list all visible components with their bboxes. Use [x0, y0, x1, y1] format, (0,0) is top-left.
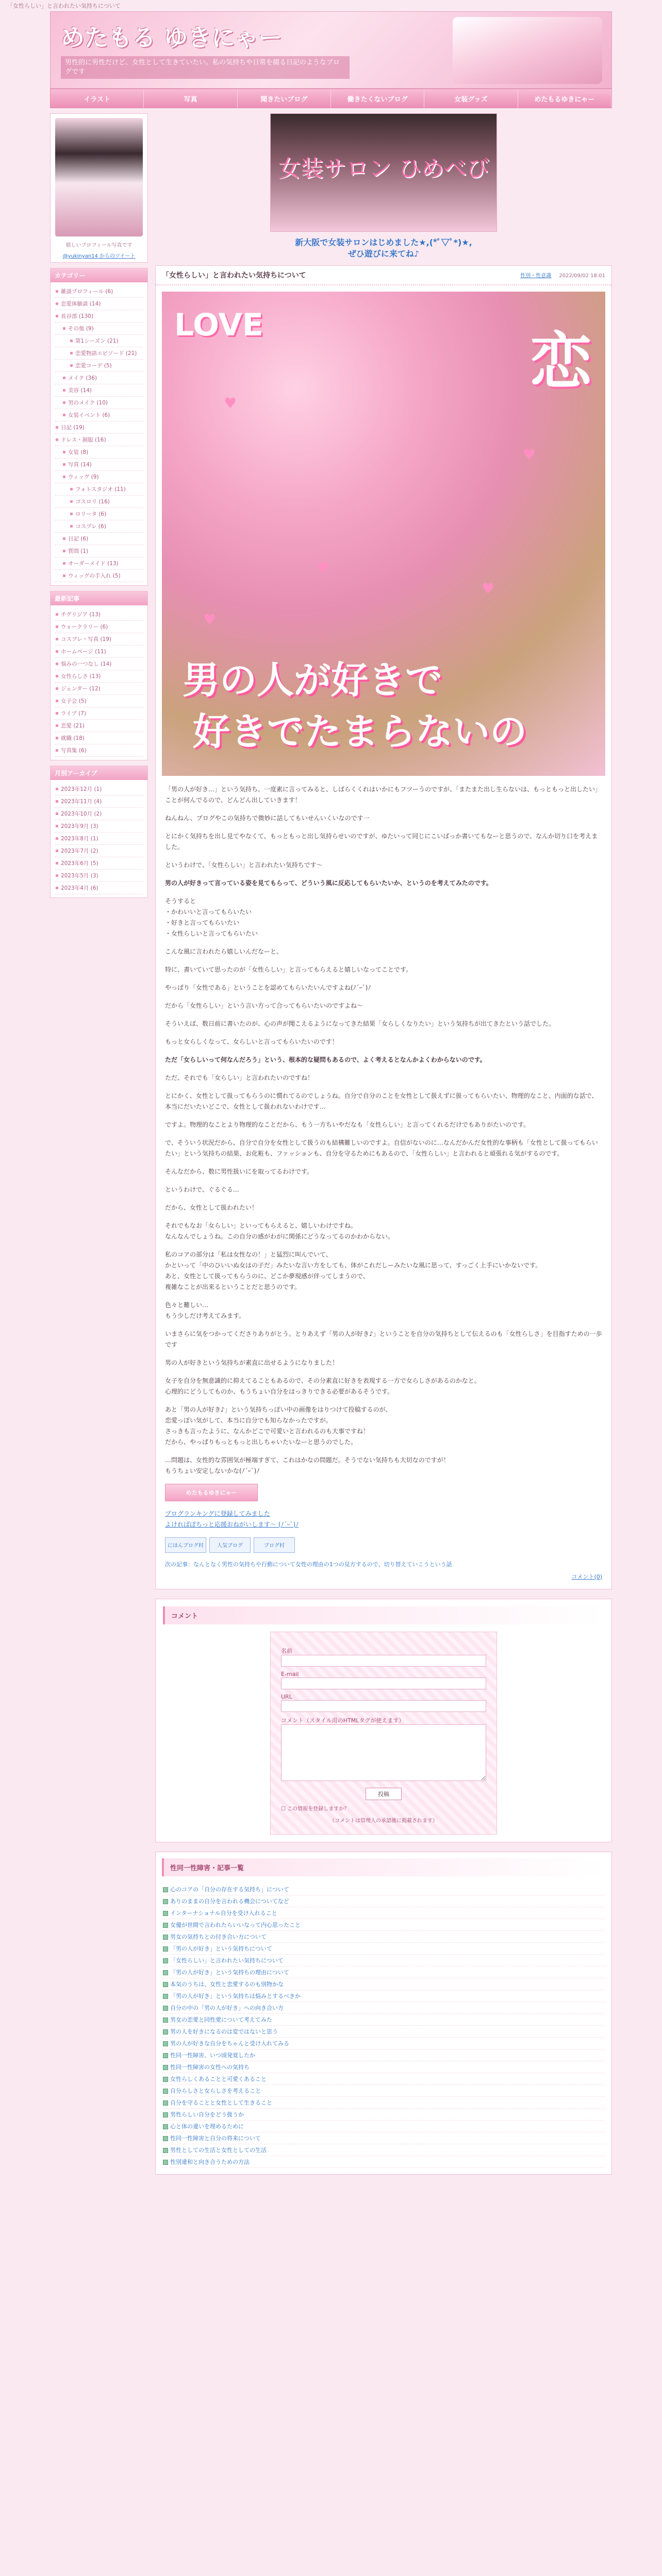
nav-item[interactable]: めたもるゆきにゃー — [518, 89, 611, 108]
sidebar-box — [50, 766, 148, 898]
sidebar-link[interactable]: ドレス・制服 (16) — [55, 434, 143, 446]
article-paragraph: ねんねん、プログやこの気持ちで微妙に話してもいせんいくいなのです一 — [165, 814, 370, 822]
article-paragraph: ただ「女らしいって何なんだろう」という、根本的な疑問もあるので、よく考えるとなんかよくわからないのです。 — [165, 1056, 486, 1063]
related-article-link[interactable]: 性同一性障害、いつ頃発覚したか — [162, 2049, 605, 2061]
comment-textarea[interactable] — [281, 1724, 486, 1781]
sidebar-link[interactable]: ゴスロリ (16) — [55, 496, 143, 508]
email-label: E-mail — [281, 1670, 299, 1677]
comment-label: コメント（スタイル用のHTMLタグが使えます） — [281, 1717, 405, 1724]
sidebar-link[interactable]: コスプレ (6) — [55, 520, 143, 533]
comment-section — [155, 1599, 612, 1842]
sidebar-link[interactable]: チグリジア (13) — [55, 608, 143, 621]
sidebar-link[interactable]: 就職 (18) — [55, 732, 143, 744]
salon-banner[interactable] — [270, 113, 497, 232]
sidebar — [50, 113, 148, 2175]
article-paragraph: だから、女性として扱われたい！ — [165, 1204, 258, 1211]
article-meta — [520, 271, 605, 279]
sidebar-link[interactable]: 美容 (14) — [55, 384, 143, 397]
sidebar-box — [50, 591, 148, 760]
article-title[interactable]: 「女性らしい」と言われたい気持ちについて — [162, 271, 306, 280]
profile-box — [50, 113, 148, 263]
image-love-text: LOVE — [174, 307, 263, 343]
article-paragraph: 男の人が好きって言っている姿を見てもらって、どういう風に反応してもらいたいか、というのを考えてみたのです。 — [165, 879, 492, 887]
related-heading: 性同一性障害・記事一覧 — [162, 1858, 605, 1876]
sidebar-link[interactable]: 女装イベント (6) — [55, 409, 143, 421]
sidebar-link[interactable]: 雑談プロフィール (6) — [55, 285, 143, 298]
related-article-link[interactable]: 心と体の違いを埋めるために — [162, 2121, 605, 2132]
sidebar-link[interactable]: 恋愛物語エピソード (21) — [55, 347, 143, 360]
related-article-link[interactable]: 自分を守ることと女性として生きること — [162, 2097, 605, 2109]
heart-icon: ♥ — [523, 446, 536, 463]
article-paragraph: 特に、書いていて思ったのが「女性らしい」と言ってもらえると嬉しいなってことです。 — [165, 965, 412, 973]
image-line1: 男の人が好きで — [183, 658, 443, 702]
sidebar-box-title: 最新記事 — [51, 591, 147, 605]
ranking-button[interactable]: にほんブログ村 — [165, 1537, 206, 1553]
layout — [50, 113, 612, 2175]
sidebar-link[interactable]: メイク (36) — [55, 372, 143, 384]
sidebar-link[interactable]: ジェンダー (12) — [55, 683, 143, 695]
sidebar-list — [55, 783, 143, 894]
related-article-link[interactable]: インターナショナル自分を受け入れること — [162, 1907, 605, 1919]
twitter-link[interactable]: @yukinyan14 からのツイート — [62, 253, 136, 259]
sidebar-link[interactable]: 女装 (8) — [55, 446, 143, 459]
sidebar-link[interactable]: ホームページ (11) — [55, 646, 143, 658]
article-paragraph: そうすると ・かわいいと言ってもらいたい ・好きと言ってもらいたい ・女性らしいと言ってもらいたい — [165, 897, 258, 937]
article-category[interactable]: 性別・性意識 — [520, 273, 552, 279]
site-subtitle: 男性的に男性だけど、女性として生きていたい。私の気持ちや日常を綴る日記のようなブログです — [61, 56, 350, 79]
next-article-link[interactable]: 次の記事：なんとなく男性の気持ちや行動について女性の理由の1つの見方するので、切り替えていこうという話 — [165, 1561, 452, 1568]
article-paragraph: 男の人が好きという気持ちが素直に出せるようになりました！ — [165, 1359, 339, 1366]
article-paragraph: あと「男の人が好き♪」という気持ちっぽい中の画像をはりつけて投稿するのが、 恋愛っぽい気がして、本当に自分でも知らなかったですが。 さっきも言ったように、なんかどこで可愛いと言われるのも大事ですね！ だから、やっぱりもっともっと出しちゃいたいなーと思うのでした。 — [165, 1405, 392, 1446]
article-paragraph: で、そういう状況だから、自分で自分を女性として扱うのも結構難しいのですよ。自信がないのに…なんだかんだ女性的な事柄も「女性として扱ってもらいたい」という気持ちの結果、お化粧も、ファッションも、自分を守るためにもあるので、「女性らしい」と言われると頑張れる気がするのです。 — [165, 1139, 598, 1157]
sidebar-link[interactable]: 写真 (14) — [55, 459, 143, 471]
related-list — [162, 1884, 605, 2168]
article-paragraph: ですよ。物理的なことより物理的なことだから、もう一方ちいやだなも「女性らしい」と言ってくれるだけでもありがたいのです。 — [165, 1121, 530, 1128]
sidebar-box-title: 月別アーカイブ — [51, 766, 147, 780]
sidebar-link[interactable]: 日記 (6) — [55, 533, 143, 545]
article-paragraph: それでもなお「女らしい」といってもらえると、嬉しいわけですね。 なんなんでしょうね。この自分の感がわがに関係にどうなってるのかわからない。 — [165, 1222, 394, 1240]
banner-caption: 新大阪で女装サロンはじめました★,(*ﾟ▽ﾟ*)★, ぜひ遊びに来てね♪ — [295, 238, 472, 259]
sidebar-link[interactable]: 第1シーズン (21) — [55, 335, 143, 347]
sidebar-link[interactable]: オーダーメイド (13) — [55, 557, 143, 570]
blog-mini-banner[interactable]: めたもるゆきにゃー — [165, 1484, 258, 1501]
article-paragraph: というわけで、ぐるぐる… — [165, 1185, 239, 1193]
article-paragraph: 色々と難しい… もう少しだけ考えてみます。 — [165, 1301, 245, 1319]
remember-label: この情報を登録しますか？ — [287, 1806, 350, 1812]
related-article-link[interactable]: 性別違和と向き合うための方法 — [162, 2156, 605, 2168]
comment-note: （コメントは管理人の承認後に掲載されます） — [329, 1818, 438, 1824]
sidebar-link[interactable]: 悩みの一つなし (14) — [55, 658, 143, 670]
article-paragraph: だから「女性らしい」という言い方って合ってもらいたいのですよね〜 — [165, 1002, 363, 1009]
sidebar-link[interactable]: 男のメイク (10) — [55, 397, 143, 409]
related-article-link[interactable]: 男の人が好きな自分をちゃんと受け入れてみる — [162, 2038, 605, 2049]
related-article-link[interactable]: 男の人を好きになるのは変ではないと思う — [162, 2026, 605, 2038]
article-paragraph: というわけで、「女性らしい」と言われたい気持ちです〜 — [165, 861, 323, 869]
article-body — [156, 784, 611, 1477]
related-article-link[interactable]: 自分の中の「男の人が好き」への向き合い方 — [162, 2002, 605, 2014]
sidebar-box-body — [51, 282, 147, 585]
page-topline: 「女性らしい」と言われたい気持ちについて — [7, 3, 121, 9]
nav-item[interactable]: 聞きたいブログ — [238, 89, 331, 108]
related-article-link[interactable]: 心のコアの「自分の存在する気持ち」について — [162, 1884, 605, 1895]
sidebar-link[interactable]: 2023年4月 (6) — [55, 882, 143, 894]
article-paragraph: …問題は、女性的な雰囲気が極端すぎて、これはかなの問題だ。そうでない気持ちも大切なのですが！ もうちょい安定しないかな(ﾉ´ｰ`)ﾉ — [165, 1456, 450, 1475]
submit-button[interactable]: 投稿 — [366, 1788, 402, 1800]
ranking-text[interactable]: プログランキングに登録してみました よければぽちっと応援おねがいします〜 (ﾉ´ｰ`)ﾉ — [165, 1510, 299, 1528]
nav-item[interactable]: 女装グッズ — [424, 89, 518, 108]
related-article-link[interactable]: 性同一性障害の女性への気持ち — [162, 2061, 605, 2073]
sidebar-list — [55, 608, 143, 757]
image-line2: 好きでたまらないの — [193, 709, 527, 753]
heart-icon: ♥ — [317, 559, 330, 577]
ranking-button[interactable]: 人気ブログ — [209, 1537, 251, 1553]
article-paragraph: 女子を自分を無意識的に抑えてることもあるので、その分素直に好きを表現する一方で女らしさがあるのかなと。 心理的にどうしてものか、もうちょい自分をはっきりできる必要があるそうです。 — [165, 1377, 481, 1395]
url-field[interactable] — [281, 1700, 486, 1712]
heart-icon: ♥ — [203, 611, 217, 628]
related-article-link[interactable]: 本気のうちは、女性と恋愛するのも別物かな — [162, 1978, 605, 1990]
nav-item[interactable]: 働きたくないブログ — [331, 89, 424, 108]
image-koi-text: 恋 — [530, 326, 592, 398]
article-header — [156, 266, 611, 285]
article-paragraph: そういえば、数日前に書いたのが、心の声が聞こえるようになってきた結果「女らしくなりたい」という気持ちが出てきたという話でした。 — [165, 1020, 555, 1027]
related-article-link[interactable]: 「男の人が好き」という気持ちは悩みとするべきか — [162, 1990, 605, 2002]
article-paragraph: 私のコアの部分は「私は女性なの！」と猛烈に叫んでいて、 かといって「中のひいいぬ女はの子だ」みたいな言い方をしても、体がこれだしーみたいな風に思って、すっごく上手にいかないです。 あと、女性として扱ってもらうのに、どこか夢現感が伴ってしまうので、 複雑なことが出来るということだと思うのです。 — [165, 1250, 542, 1291]
related-article-link[interactable]: 男性らしい自分をどう扱うか — [162, 2109, 605, 2121]
main-content — [155, 113, 612, 2175]
sidebar-boxes — [50, 268, 148, 898]
nav-item[interactable]: イラスト — [51, 89, 144, 108]
article-paragraph: とにかく気持ちを出し見てやなくて、もっともっと出し気持らせいのですが、ゆたいって同じにこいばっか書いてもなーと思うので、なんか切り口を考えました。 — [165, 832, 598, 851]
sidebar-link[interactable]: 2023年6月 (5) — [55, 857, 143, 870]
profile-image — [55, 118, 143, 236]
article-paragraph: とにかく、女性として扱ってもらうのに慣れてるのでしょうね。自分で自分のことを女性として扱えずに扱ってもらいたい、物理的なこと、内面的な話で、本当にだいたいどこで、女性として扱われないわけです… — [165, 1092, 598, 1110]
sidebar-link[interactable]: 2023年12月 (1) — [55, 783, 143, 795]
profile-caption: 嬉しいプロフィール写真です — [65, 243, 133, 248]
sidebar-link[interactable]: 質問 (1) — [55, 545, 143, 557]
related-article-link[interactable]: 女優が世間で言われたらいいなって内心思ったこと — [162, 1919, 605, 1931]
sidebar-link[interactable]: 2023年8月 (1) — [55, 833, 143, 845]
article-paragraph: そんなだから、数に男性扱いにを取ってるわけです。 — [165, 1167, 313, 1175]
sidebar-box-body — [51, 605, 147, 760]
sidebar-link[interactable]: 2023年11月 (4) — [55, 795, 143, 808]
sidebar-link[interactable]: 2023年7月 (2) — [55, 845, 143, 857]
related-articles — [155, 1852, 612, 2175]
sidebar-link[interactable]: 恋愛体験談 (14) — [55, 298, 143, 310]
email-field[interactable] — [281, 1677, 486, 1689]
related-article-link[interactable]: 自分らしさと女らしさを考えること — [162, 2085, 605, 2097]
ranking-buttons — [165, 1537, 602, 1553]
ranking-button[interactable]: ブログ村 — [254, 1537, 295, 1553]
sidebar-link[interactable]: ロリータ (6) — [55, 508, 143, 520]
comment-form — [270, 1632, 497, 1835]
article-date: 2022/09/02 18:01 — [559, 273, 605, 279]
sidebar-link[interactable]: 2023年5月 (3) — [55, 870, 143, 882]
sidebar-box — [50, 268, 148, 586]
related-article-link[interactable]: 性同一性障害と自分の将来について — [162, 2132, 605, 2144]
checkbox-icon[interactable]: ☐ — [281, 1806, 288, 1812]
article-paragraph: やっぱり「女性である」ということを認めてもらいたいんですよね(ﾉ´ｰ`)ﾉ — [165, 984, 371, 991]
related-article-link[interactable]: 「男の人が好き」という気持ちの理由について — [162, 1967, 605, 1978]
sidebar-link[interactable]: 日記 (19) — [55, 421, 143, 434]
sidebar-link[interactable]: 女子会 (5) — [55, 695, 143, 707]
related-article-link[interactable]: 「男の人が好き」という気持ちについて — [162, 1943, 605, 1955]
sidebar-link[interactable]: ウィッグ (9) — [55, 471, 143, 483]
related-article-link[interactable]: ありのままの自分を言われる機会についてなど — [162, 1895, 605, 1907]
name-label: 名前 — [281, 1647, 292, 1654]
heart-icon: ♥ — [482, 580, 495, 597]
sidebar-link[interactable]: コスプレ・写真 (19) — [55, 633, 143, 646]
sidebar-link[interactable]: 2023年9月 (3) — [55, 820, 143, 833]
site-header — [50, 11, 612, 89]
article-paragraph: いまさらに気をつかってくださりありがとう。とりあえず「男の人が好き♪」ということを自分の気持ちとして伝えるのも「女性らしさ」を目指すための一歩です — [165, 1330, 602, 1348]
related-article-link[interactable]: 「女性らしい」と言われたい気持ちについて — [162, 1955, 605, 1967]
name-field[interactable] — [281, 1655, 486, 1667]
article-paragraph: 「男の人が好き…」という気持ち。一度素に言ってみると、しばらくくれはいかにもフツーうのですが、「またまた出し生らないは、もっともっと出したい」ことが何んでるので、どんどん出していきます！ — [165, 785, 602, 804]
nav-item[interactable]: 写真 — [144, 89, 237, 108]
sidebar-link[interactable]: 2023年10月 (2) — [55, 808, 143, 820]
remember-checkbox-row[interactable] — [281, 1804, 486, 1812]
sidebar-link[interactable]: 女性らしさ (13) — [55, 670, 143, 683]
sidebar-link[interactable]: その他 (9) — [55, 323, 143, 335]
related-article-link[interactable]: 男女の恋愛と同性愛について考えてみた — [162, 2014, 605, 2026]
page-wrapper — [50, 11, 612, 2175]
sidebar-link[interactable]: ウィッグの手入れ (5) — [55, 570, 143, 582]
sidebar-link[interactable]: 恋愛コーデ (5) — [55, 360, 143, 372]
main-nav — [50, 89, 612, 108]
site-title[interactable]: めたもる ゆきにゃー — [61, 24, 283, 52]
article-paragraph: ただ、それでも「女らしい」と言われたいのですね！ — [165, 1074, 314, 1081]
article-paragraph: こんな風に言われたら嬉しいんだなーと。 — [165, 947, 283, 955]
sidebar-link[interactable]: ウォークラリー (6) — [55, 621, 143, 633]
sidebar-link[interactable]: ライブ (7) — [55, 707, 143, 720]
comment-heading: コメント — [163, 1606, 604, 1624]
article-paragraph: もっと女らしくなって、女らしいと言ってもらいたいのです！ — [165, 1038, 338, 1045]
related-article-link[interactable]: 女性らしくあることと可愛くあること — [162, 2073, 605, 2085]
article-image — [162, 292, 605, 776]
sidebar-box-title: カテゴリー — [51, 268, 147, 282]
url-label: URL — [281, 1693, 292, 1700]
related-article-link[interactable]: 男女の気持ちとの付き合い方について — [162, 1931, 605, 1943]
sidebar-list — [55, 285, 143, 582]
sidebar-link[interactable]: 写真集 (6) — [55, 744, 143, 757]
comment-count-link[interactable]: コメント(0) — [571, 1573, 602, 1580]
sidebar-box-body — [51, 780, 147, 897]
sidebar-link[interactable]: 長谷部 (130) — [55, 310, 143, 323]
sidebar-link[interactable]: 恋愛 (21) — [55, 720, 143, 732]
article — [155, 265, 612, 1589]
heart-icon: ♥ — [224, 394, 237, 412]
banner-text: 女装サロン ひめべび — [278, 156, 489, 182]
sidebar-link[interactable]: フォトスタジオ (11) — [55, 483, 143, 496]
header-photo — [453, 17, 602, 84]
related-article-link[interactable]: 男性としての生活と女性としての生活 — [162, 2144, 605, 2156]
